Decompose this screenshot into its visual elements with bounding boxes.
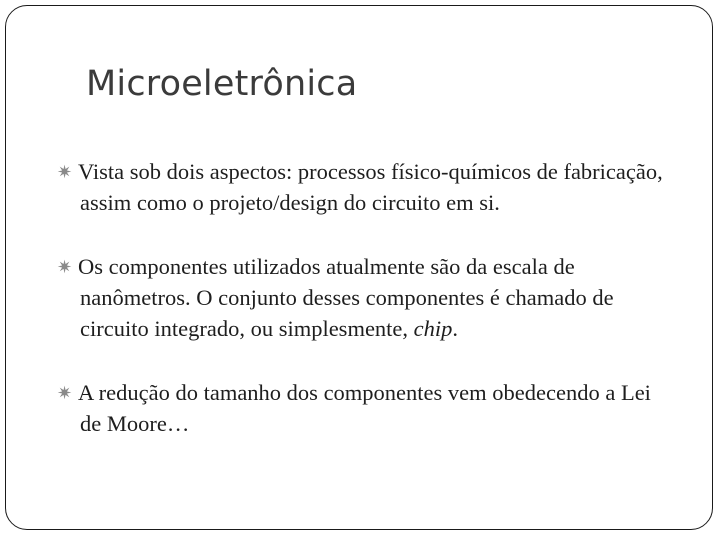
slide-title: Microeletrônica (86, 64, 358, 104)
bullet-item (56, 156, 676, 218)
bullet-text: A redução do tamanho dos componentes vem obedecendo a Lei de Moore… (78, 380, 651, 436)
bullet-item (56, 377, 676, 439)
bullet-marker-icon: ✷ (57, 257, 73, 278)
bullet-text-suffix: . (452, 316, 459, 341)
bullet-list (56, 156, 676, 472)
bullet-text (80, 251, 676, 344)
bullet-text-main: Os componentes utilizados atualmente são da escala de nanômetros. O conjunto desses componentes é chamado de circuito integrado, ou simplesmente, (78, 254, 614, 341)
bullet-marker-icon: ✷ (57, 383, 73, 404)
slide-frame (5, 5, 713, 530)
bullet-text-emphasis: chip (413, 316, 453, 341)
bullet-text: Vista sob dois aspectos: processos físico-químicos de fabricação, assim como o projeto/design do circuito em si. (78, 159, 663, 215)
bullet-item (56, 251, 676, 344)
bullet-marker-icon: ✷ (57, 162, 73, 183)
